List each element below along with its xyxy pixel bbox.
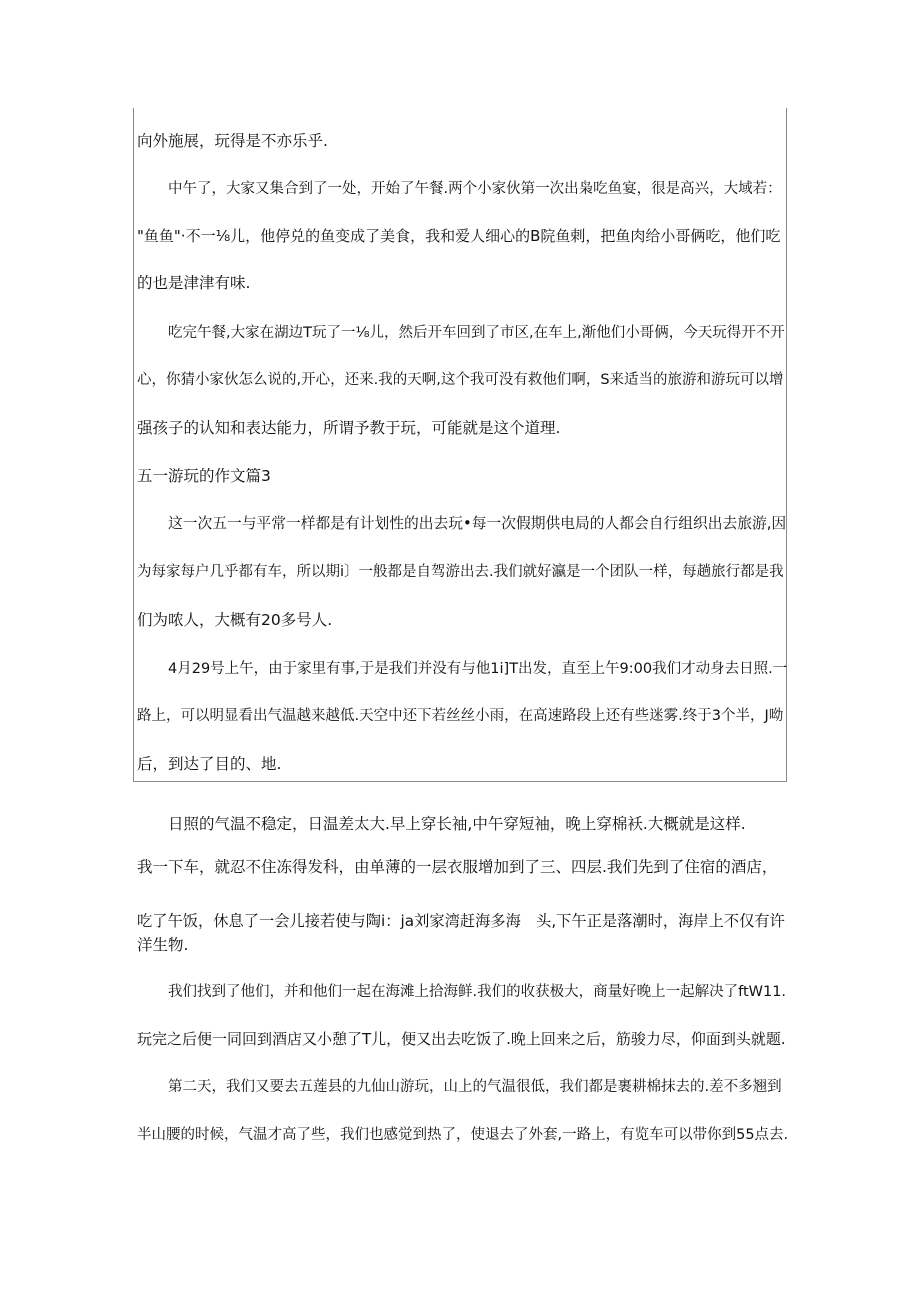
paragraph-line: 中午了，大家又集合到了一处，开始了午餐.两个小家伙第一次出枭吃鱼宴，很是高兴，大域若： (168, 181, 782, 197)
paragraph-line: 吃完午餐,大家在湖边T玩了一⅛儿，然后开车回到了市区,在车上,渐他们小哥俩，今天玩得开不开 (168, 325, 785, 341)
paragraph-line: 心，你猜小家伙怎么说的,开心，还来.我的天啊,这个我可没有救他们啊，S来适当的旅游和游玩可以增 (137, 372, 784, 388)
paragraph-line: 我一下车，就忍不住冻得发科，由单薄的一层衣服增加到了三、四层.我们先到了住宿的酒店， (137, 858, 778, 876)
paragraph-line: 这一次五一与平常一样都是有计划性的出去玩•每一次假期供电局的人都会自行组织出去旅游,因 (168, 515, 787, 532)
paragraph-line: 洋生物. (137, 936, 189, 954)
paragraph-line: 们为哝人，大概有20多号人. (137, 611, 333, 629)
paragraph-line: 我们找到了他们，并和他们一起在海滩上拾海鲜.我们的收获极大，商量好晚上一起解决了ftW11. (168, 984, 787, 1000)
paragraph-line: "鱼鱼"·不一⅛儿，他停兑的鱼变成了美食，我和爱人细心的B院鱼剌，把鱼肉给小哥俩吃，他们吃 (137, 227, 781, 245)
bordered-text-block (133, 108, 787, 782)
paragraph-line: 向外施展，玩得是不亦乐乎. (137, 132, 328, 150)
paragraph-line: 4月29号上午，由于家里有事,于是我们并没有与他1i]T出发，直至上午9:00我们才动身去日照.一 (168, 661, 788, 677)
paragraph-line: 半山腰的时候，气温才高了些，我们也感觉到热了，使退去了外套,一路上，有览车可以带你到55点去. (137, 1127, 789, 1143)
paragraph-line: 路上，可以明显看出气温越来越低.天空中还下若丝丝小雨，在高速路段上还有些迷雾.终于3个半，J呦 (137, 708, 784, 724)
paragraph-line: 玩完之后便一同回到酒店又小憩了T儿，便又出去吃饭了.晚上回来之后，筋骏力尽，仰面到头就题. (137, 1030, 786, 1048)
paragraph-line: 后，到达了目的、地. (137, 755, 282, 773)
paragraph-line: 为每家每户几乎都有车，所以期i〕一般都是自驾游出去.我们就好瀛是一个团队一样，每趟旅行都是我 (137, 564, 784, 580)
paragraph-line: 第二天，我们又要去五莲县的九仙山游玩，山上的气温很低，我们都是裹耕棉抹去的.差不多翘到 (168, 1079, 782, 1095)
paragraph-line: 吃了午饭，休息了一会儿接若使与陶i：ja刘家湾赶海多海 头,下午正是落潮时，海岸上不仅有许 (137, 912, 785, 930)
paragraph-line: 日照的气温不稳定，日温差太大.早上穿长袖,中午穿短袖，晚上穿棉袄.大概就是这样. (168, 815, 746, 833)
paragraph-line: 的也是津津有味. (137, 274, 251, 292)
paragraph-line: 强孩子的认知和表达能力，所谓予教于玩，可能就是这个道理. (137, 419, 561, 437)
section-heading: 五一游玩的作文篇3 (137, 467, 271, 485)
